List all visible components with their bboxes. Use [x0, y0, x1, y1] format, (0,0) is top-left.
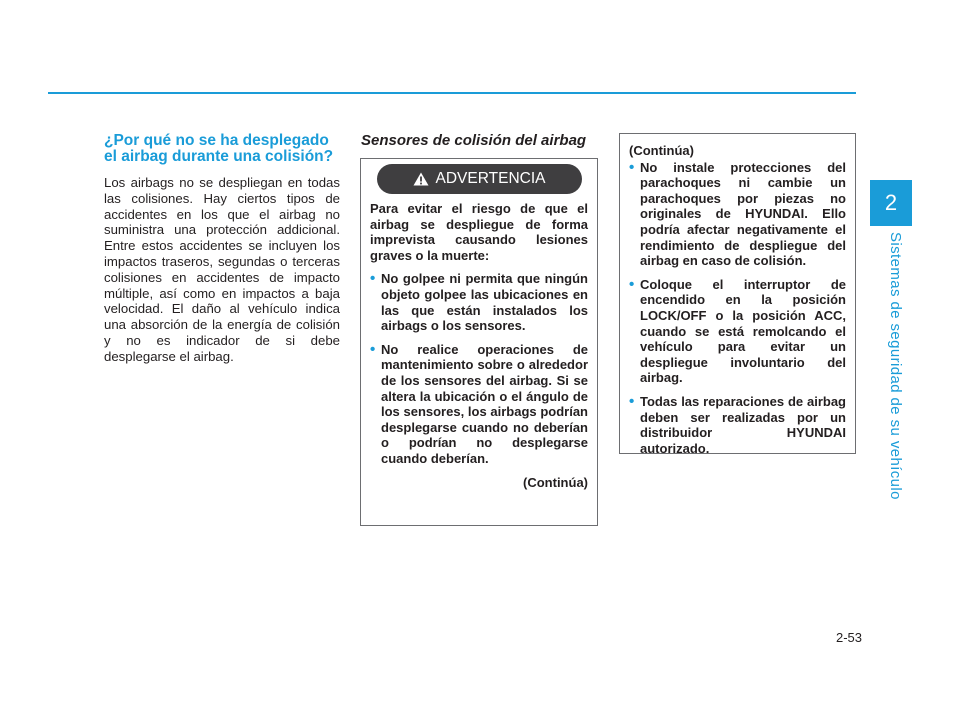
list-item-text: Todas las reparaciones de airbag deben ser realizadas por un distribuidor HYUNDAI autorizado. [640, 393, 846, 456]
warning-box [360, 158, 598, 526]
continuation-label: (Continúa) [629, 143, 694, 158]
warning-label: ADVERTENCIA [435, 170, 546, 187]
bullet-icon: • [629, 158, 635, 176]
sensors-heading: Sensores de colisión del airbag [361, 132, 587, 149]
list-item [370, 271, 588, 333]
list-item-text: No instale protecciones del parachoques ni cambie un parachoques por piezas no originales de HYUNDAI. Ello podría afectar negativamente el rendimiento de despliegue del airbag en caso de colisión. [640, 159, 846, 269]
warning-continued: (Continúa) [523, 474, 588, 490]
continuation-body [629, 143, 846, 464]
chapter-title: Sistemas de seguridad de su vehículo [887, 232, 904, 500]
warning-header [361, 159, 597, 194]
warning-triangle-icon [413, 172, 429, 186]
list-item [370, 342, 588, 467]
list-item [629, 394, 846, 456]
list-item-text: No realice operaciones de mantenimiento sobre o alrededor de los sensores del airbag. Si se altera la ubicación o el ángulo de los sensores, los airbags podrían desplegarse cuando no deberían o podrían no desplegarse cuando deberían. [381, 341, 588, 466]
list-item [629, 160, 846, 269]
chapter-number: 2 [884, 190, 898, 215]
chapter-number-tab [870, 180, 912, 226]
warning-body [370, 201, 588, 490]
bullet-icon: • [370, 270, 376, 288]
list-item-text: No golpee ni permita que ningún objeto golpee las ubicaciones en las que están instalados los airbags o los sensores. [381, 271, 588, 334]
warning-intro: Para evitar el riesgo de que el airbag se despliegue de forma imprevista causando lesiones graves o la muerte: [370, 201, 588, 263]
section-airbag-not-deployed [104, 133, 340, 365]
page-number: 2-53 [835, 630, 862, 645]
list-item-text: Coloque el interruptor de encendido en la posición LOCK/OFF o la posición ACC, cuando se está remolcando el vehículo para evitar un despliegue involuntario del airbag. [640, 276, 846, 386]
continuation-box [619, 133, 856, 454]
bullet-icon: • [370, 340, 376, 358]
continuation-list [629, 160, 846, 457]
bullet-icon: • [629, 275, 635, 293]
list-item [629, 277, 846, 386]
bullet-icon: • [629, 392, 635, 410]
warning-list [370, 271, 588, 466]
section-heading: ¿Por qué no se ha desplegado el airbag durante una colisión? [104, 132, 334, 165]
warning-pill [377, 164, 582, 194]
section-body: Los airbags no se despliegan en todas las colisiones. Hay ciertos tipos de accidentes en los que el airbag no suministra una protección addicional. Entre estos accidentes se incluyen los impactos traseros, segundas o terceras colisiones en accidentes de impacto múltiple, así como en impactos a baja velocidad. El daño al vehículo indica una absorción de la energía de colisión y no es indicador de si debe desplegarse el airbag. [104, 175, 340, 364]
header-rule [48, 92, 856, 94]
